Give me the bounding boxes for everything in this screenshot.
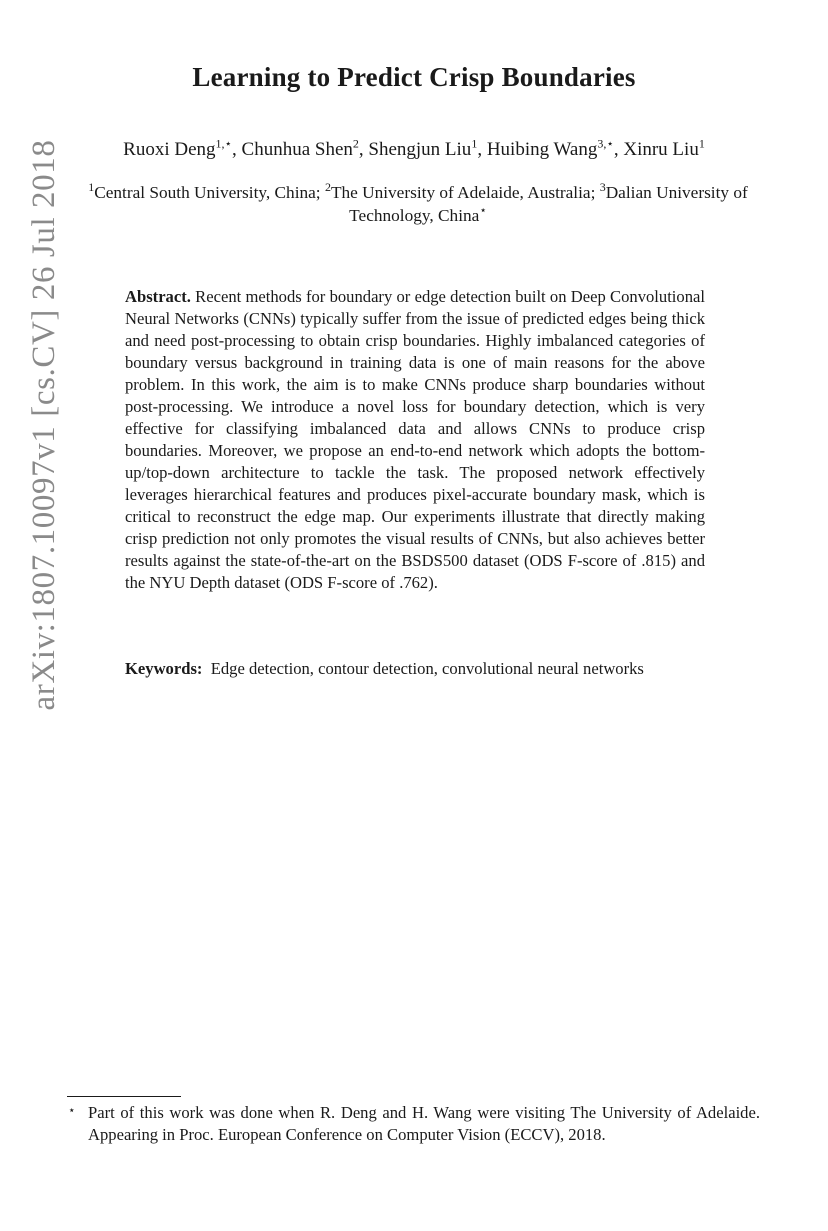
abstract-label: Abstract. (125, 287, 191, 306)
footnote-rule (67, 1096, 181, 1097)
author-2: Chunhua Shen$^2$, (241, 136, 369, 160)
affiliations: $^1$Central South University, China; $^2$The University of Adelaide, Australia; $^3$Dalian University of Technology, China⋆ (88, 180, 748, 225)
author-3: Shengjun Liu$^1$, (368, 136, 487, 160)
author-list (0, 136, 828, 161)
paper-title: Learning to Predict Crisp Boundaries (192, 62, 636, 92)
footnote-text: Part of this work was done when R. Deng and H. Wang were visiting The University of Adelaide. Appearing in Proc. European Conference on Computer Vision (ECCV), 2018. (88, 1103, 760, 1144)
abstract (125, 286, 705, 594)
author-4: Huibing Wang$^{3,⋆}$, (486, 136, 624, 160)
keywords (125, 658, 705, 680)
author-1: Ruoxi Deng$^{1,⋆}$, (123, 136, 242, 160)
affiliation-1: Central South University, China; (94, 183, 325, 202)
footnote (68, 1102, 760, 1146)
affiliation-2: The University of Adelaide, Australia; (330, 183, 600, 202)
footnote-mark: ⋆ (68, 1103, 76, 1117)
abstract-text: Recent methods for boundary or edge detection built on Deep Convolutional Neural Networks (CNNs) typically suffer from the issue of predicted edges being thick and need post-processing to obtain crisp boundaries. Highly imbalanced categories of boundary versus background in training data is one of main reasons for the above problem. In this work, the aim is to make CNNs produce sharp boundaries without post-processing. We introduce a novel loss for boundary detection, which is very effective for classifying imbalanced data and allows CNNs to produce crisp boundaries. Moreover, we propose an end-to-end network which adopts the bottom-up/top-down architecture to tackle the task. The proposed network effectively leverages hierarchical features and produces pixel-accurate boundary mask, which is critical to reconstruct the edge map. Our experiments illustrate that directly making crisp prediction not only promotes the visual results of CNNs, but also achieves better results against the state-of-the-art on the BSDS500 dataset (ODS F-score of .815) and the NYU Depth dataset (ODS F-score of .762). (125, 287, 705, 592)
keywords-label: Keywords: (125, 659, 203, 678)
arxiv-identifier-stamp: arXiv:1807.10097v1 [cs.CV] 26 Jul 2018 (25, 139, 62, 711)
author-5: Xinru Liu$^1$ (623, 136, 705, 160)
affiliation-3: Dalian University of Technology, China (349, 183, 748, 225)
keywords-text: Edge detection, contour detection, convolutional neural networks (210, 659, 644, 678)
